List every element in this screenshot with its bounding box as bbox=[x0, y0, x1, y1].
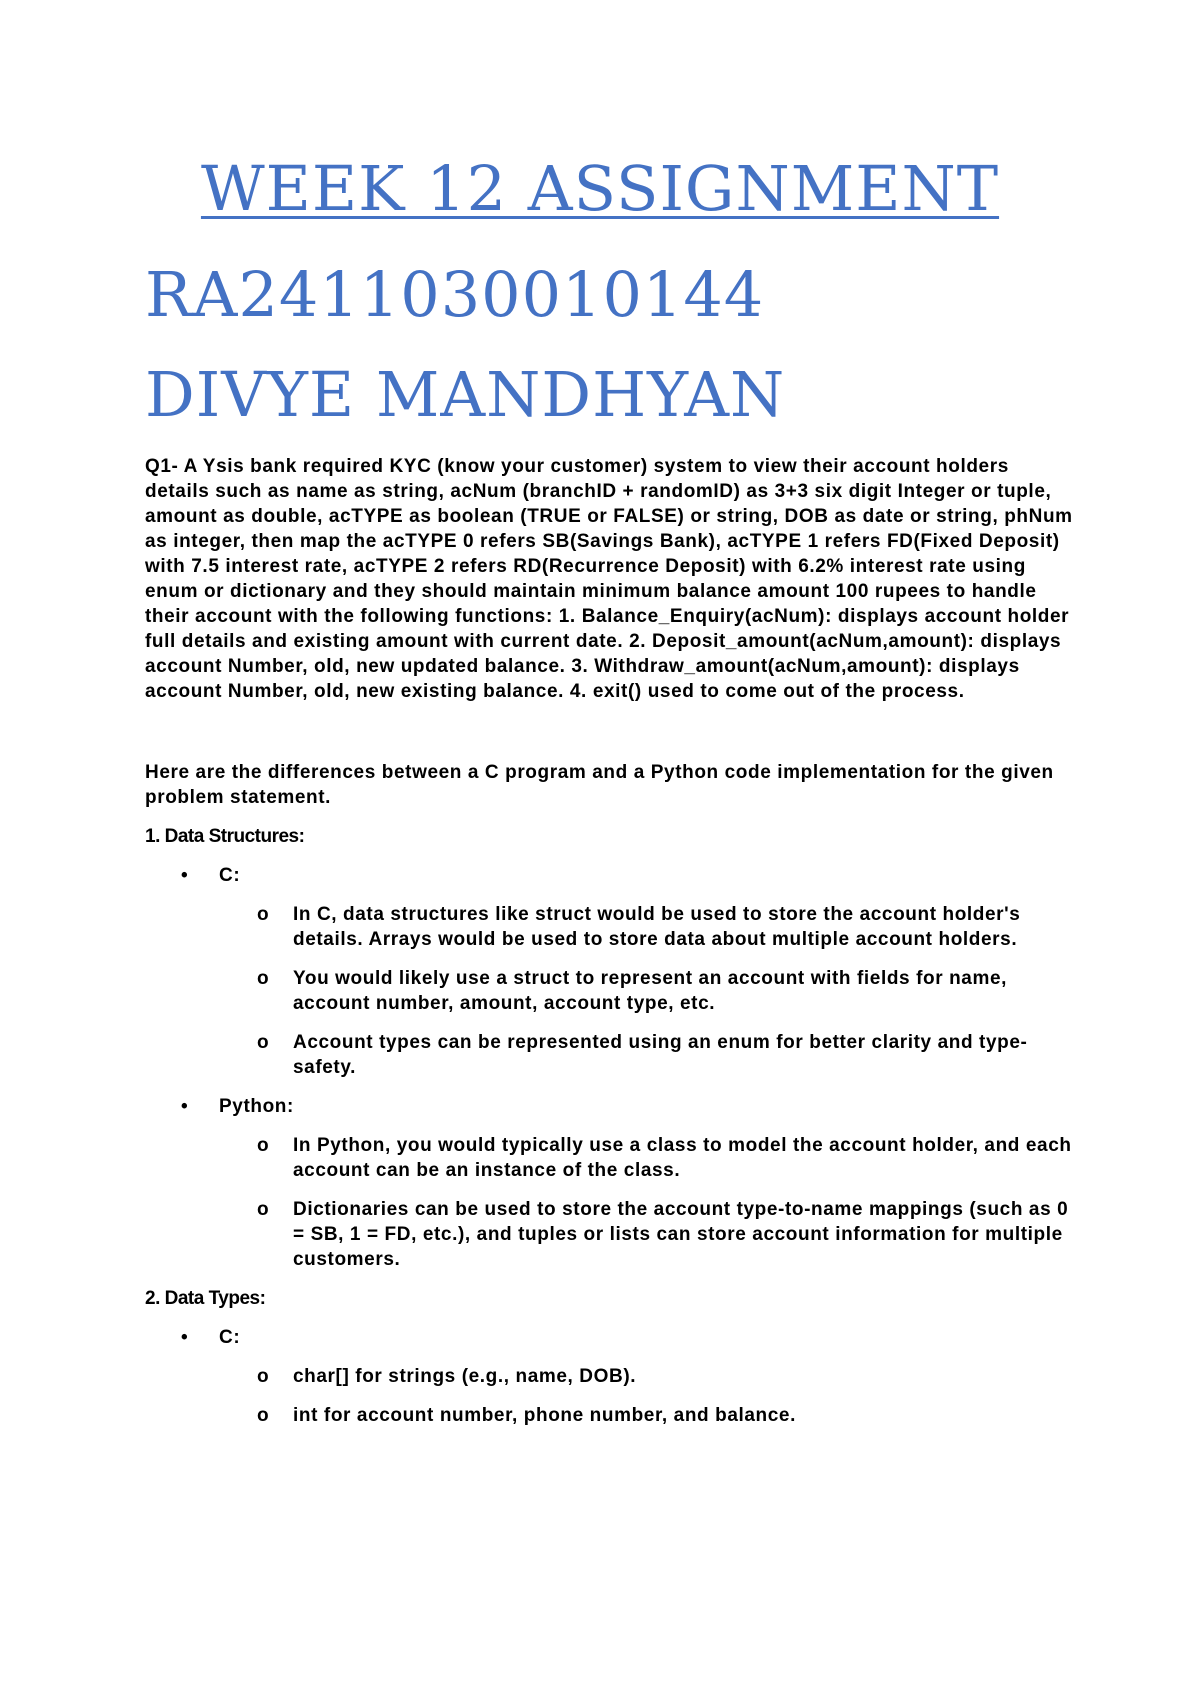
list-item-text: In Python, you would typically use a class to model the account holder, and each account can be an instance of the class. bbox=[293, 1135, 1072, 1181]
section-data-structures bbox=[145, 824, 1075, 1272]
sub-bullet-icon: o bbox=[257, 1032, 270, 1053]
list-item bbox=[219, 1403, 1075, 1428]
student-name: DIVYE MANDHYAN bbox=[145, 358, 786, 431]
sub-bullet-icon: o bbox=[257, 1405, 270, 1426]
list-item-text: Account types can be represented using an enum for better clarity and type-safety. bbox=[293, 1032, 1028, 1078]
list-item bbox=[145, 1094, 1075, 1272]
list-item-text: char[] for strings (e.g., name, DOB). bbox=[293, 1366, 637, 1387]
roll-number: RA2411030010144 bbox=[145, 258, 765, 331]
sub-bullet-icon: o bbox=[257, 1199, 270, 1220]
list-item bbox=[219, 966, 1075, 1016]
list-item bbox=[145, 1325, 1075, 1428]
document-title bbox=[0, 152, 1200, 226]
intro-paragraph: Here are the differences between a C program and a Python code implementation for the given problem statement. bbox=[145, 762, 1054, 808]
bullet-icon: • bbox=[181, 865, 189, 886]
sub-bullet-icon: o bbox=[257, 1135, 270, 1156]
bullet-list bbox=[145, 1325, 1075, 1428]
bullet-icon: • bbox=[181, 1327, 189, 1348]
document-title-text: WEEK 12 ASSIGNMENT bbox=[200, 152, 1000, 225]
section-title: 2. Data Types: bbox=[145, 1288, 266, 1309]
sub-bullet-list bbox=[219, 902, 1075, 1080]
list-item-text: Dictionaries can be used to store the account type-to-name mappings (such as 0 = SB, 1 = FD, etc.), and tuples or lists can store account information for multiple customers. bbox=[293, 1199, 1069, 1270]
bullet-list bbox=[145, 863, 1075, 1272]
document-body bbox=[145, 454, 1075, 1442]
sub-bullet-icon: o bbox=[257, 1366, 270, 1387]
list-item bbox=[219, 1364, 1075, 1389]
bullet-icon: • bbox=[181, 1096, 189, 1117]
list-item bbox=[219, 1030, 1075, 1080]
list-item bbox=[219, 902, 1075, 952]
group-label-python: Python: bbox=[219, 1096, 294, 1117]
sub-bullet-list bbox=[219, 1364, 1075, 1428]
group-label-c: C: bbox=[219, 1327, 241, 1348]
sub-bullet-list bbox=[219, 1133, 1075, 1272]
list-item-text: You would likely use a struct to represent an account with fields for name, account number, amount, account type, etc. bbox=[293, 968, 1008, 1014]
list-item-text: int for account number, phone number, and balance. bbox=[293, 1405, 796, 1426]
section-data-types bbox=[145, 1286, 1075, 1428]
list-item bbox=[219, 1197, 1075, 1272]
section-title: 1. Data Structures: bbox=[145, 826, 305, 847]
list-item bbox=[145, 863, 1075, 1080]
group-label-c: C: bbox=[219, 865, 241, 886]
list-item bbox=[219, 1133, 1075, 1183]
sub-bullet-icon: o bbox=[257, 904, 270, 925]
sub-bullet-icon: o bbox=[257, 968, 270, 989]
list-item-text: In C, data structures like struct would be used to store the account holder's details. Arrays would be used to store data about multiple account holders. bbox=[293, 904, 1021, 950]
question-paragraph: Q1- A Ysis bank required KYC (know your customer) system to view their account holders details such as name as string, acNum (branchID + randomID) as 3+3 six digit Integer or tuple, amount as double, acTYPE as boolean (TRUE or FALSE) or string, DOB as date or string, phNum as integer, then map the acTYPE 0 refers SB(Savings Bank), acTYPE 1 refers FD(Fixed Deposit) with 7.5 interest rate, acTYPE 2 refers RD(Recurrence Deposit) with 6.2% interest rate using enum or dictionary and they should maintain minimum balance amount 100 rupees to handle their account with the following functions: 1. Balance_Enquiry(acNum): displays account holder full details and existing amount with current date. 2. Deposit_amount(acNum,amount): displays account Number, old, new updated balance. 3. Withdraw_amount(acNum,amount): displays account Number, old, new existing balance. 4. exit() used to come out of the process. bbox=[145, 456, 1073, 702]
